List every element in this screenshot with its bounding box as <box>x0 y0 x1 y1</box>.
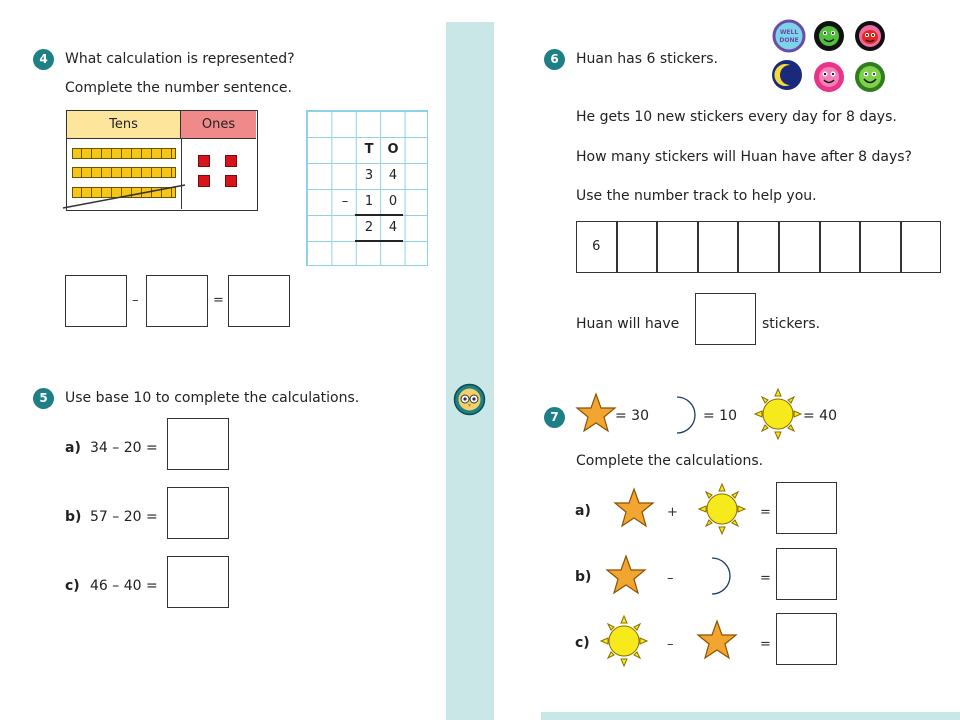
grid-digit: 1 <box>364 194 374 209</box>
sun-value: = 40 <box>803 408 837 424</box>
answer-box[interactable] <box>167 487 229 539</box>
star-value: = 30 <box>615 408 649 424</box>
page-gutter <box>446 22 494 720</box>
item-label: c) <box>575 635 590 651</box>
grid-digit: 4 <box>388 220 398 235</box>
minus-sign: – <box>132 293 139 308</box>
grid-digit: 0 <box>388 194 398 209</box>
number-track-cell[interactable] <box>657 221 698 273</box>
number-track-cell[interactable] <box>820 221 861 273</box>
grid-rule <box>355 240 403 242</box>
equals-sign: = <box>760 505 771 520</box>
grid-digit: 3 <box>364 168 374 183</box>
answer-box[interactable] <box>146 275 208 327</box>
q5-prompt: Use base 10 to complete the calculations. <box>65 390 360 406</box>
number-track-cell[interactable] <box>698 221 739 273</box>
grid-digit: 2 <box>364 220 374 235</box>
grid-rule <box>355 214 403 216</box>
star-icon <box>613 487 655 533</box>
q6-line: Use the number track to help you. <box>576 188 817 204</box>
equals-sign: = <box>760 571 771 586</box>
tens-rod <box>72 167 176 178</box>
question-number-6: 6 <box>544 49 565 70</box>
question-number-4: 4 <box>33 49 54 70</box>
column-subtraction-grid <box>306 110 428 266</box>
sun-icon <box>599 614 649 672</box>
ones-cube <box>225 175 237 187</box>
answer-box[interactable] <box>695 293 756 345</box>
minus-sign: – <box>667 571 674 586</box>
star-icon <box>696 619 738 665</box>
item-label: b) <box>65 509 82 525</box>
minus-sign: – <box>667 637 674 652</box>
q6-prompt: Huan has 6 stickers. <box>576 51 718 67</box>
ones-cube <box>225 155 237 167</box>
svg-text:WELL: WELL <box>779 29 799 36</box>
answer-box[interactable] <box>776 482 837 534</box>
plus-sign: + <box>667 505 678 520</box>
answer-box[interactable] <box>167 556 229 608</box>
tens-header: Tens <box>67 111 181 139</box>
svg-text:DONE: DONE <box>779 37 799 44</box>
star-icon <box>605 554 647 600</box>
number-track-cell[interactable] <box>860 221 901 273</box>
moon-icon <box>665 394 699 440</box>
answer-prefix: Huan will have <box>576 316 680 332</box>
place-value-table <box>66 110 258 211</box>
number-track-cell[interactable] <box>901 221 941 273</box>
moon-value: = 10 <box>703 408 737 424</box>
ladybird-sticker-icon <box>854 20 886 56</box>
q4-prompt: What calculation is represented? <box>65 51 295 67</box>
answer-suffix: stickers. <box>762 316 821 332</box>
item-label: b) <box>575 569 592 585</box>
calculation-text: 46 – 40 = <box>90 578 158 594</box>
number-track-cell[interactable] <box>779 221 820 273</box>
ones-cube <box>198 175 210 187</box>
moon-sticker-icon <box>771 59 803 95</box>
answer-box[interactable] <box>228 275 290 327</box>
sun-icon <box>697 482 747 540</box>
owl-logo-icon <box>453 383 486 420</box>
star-icon <box>575 392 617 438</box>
sun-icon <box>753 387 803 445</box>
answer-box[interactable] <box>65 275 127 327</box>
answer-box[interactable] <box>167 418 229 470</box>
green-face-sticker-icon <box>813 20 845 56</box>
item-label: c) <box>65 578 80 594</box>
equals-sign: = <box>213 293 224 308</box>
answer-box[interactable] <box>776 548 837 600</box>
moon-icon <box>700 555 734 601</box>
calculation-text: 34 – 20 = <box>90 440 158 456</box>
pink-face-sticker-icon <box>813 61 845 97</box>
grid-header-tens: T <box>364 142 374 157</box>
item-label: a) <box>65 440 81 456</box>
page-bottom-strip <box>541 712 960 720</box>
smiley-sticker-icon <box>854 61 886 97</box>
q7-subprompt: Complete the calculations. <box>576 453 764 469</box>
grid-header-ones: O <box>387 142 399 157</box>
cross-out-line <box>61 181 191 211</box>
ones-header: Ones <box>181 111 256 139</box>
item-label: a) <box>575 503 591 519</box>
ones-cube <box>198 155 210 167</box>
q4-subprompt: Complete the number sentence. <box>65 80 292 96</box>
equals-sign: = <box>760 637 771 652</box>
grid-minus-sign: – <box>341 194 349 209</box>
grid-digit: 4 <box>388 168 398 183</box>
number-track-cell[interactable] <box>617 221 658 273</box>
well-done-sticker-icon <box>772 19 806 57</box>
number-track-cell[interactable] <box>738 221 779 273</box>
number-track-cell: 6 <box>576 221 617 273</box>
tens-rod <box>72 148 176 159</box>
answer-box[interactable] <box>776 613 837 665</box>
q6-line: He gets 10 new stickers every day for 8 days. <box>576 109 897 125</box>
question-number-7: 7 <box>544 407 565 428</box>
q6-line: How many stickers will Huan have after 8 days? <box>576 149 912 165</box>
calculation-text: 57 – 20 = <box>90 509 158 525</box>
question-number-5: 5 <box>33 388 54 409</box>
